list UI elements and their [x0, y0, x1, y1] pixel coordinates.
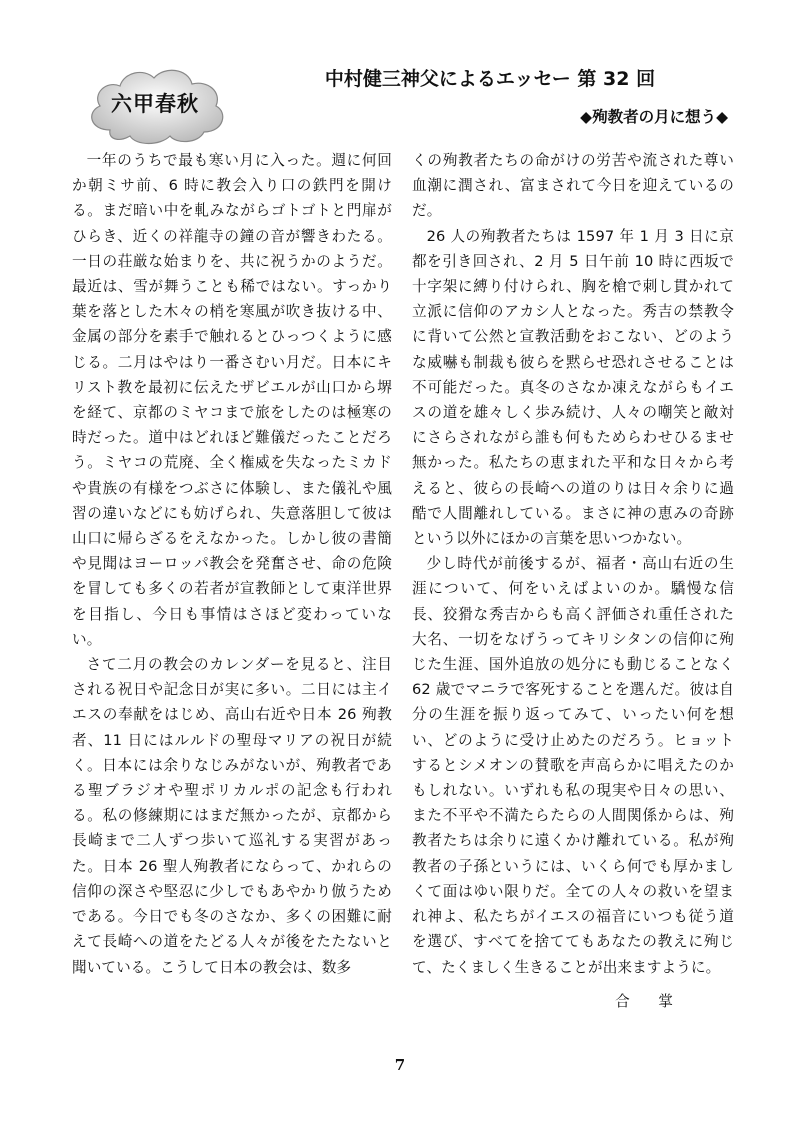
paragraph: 26 人の殉教者たちは 1597 年 1 月 3 日に京都を引き回され、2 月 5 日午前 10 時に西坂で十字架に縛り付けられ、胸を槍で刺し貫かれて立派に信仰のアカシ人となった。秀吉の禁教令に背いて公然と宣教活動をおこない、どのような威嚇も制裁も彼らを黙らせ恐れさせることは不可能だった。真冬のさなか凍えながらもイエスの道を雄々しく歩み続け、人々の嘲笑と敵対にさらされながら誰も何もためらわせひるませ無かった。私たちの恵まれた平和な日々から考えると、彼らの長崎への道のりは日々余りに過酷で人間離れしている。まさに神の恵みの奇跡という以外にほかの言葉を思いつかない。 — [412, 227, 734, 548]
essay-title: 中村健三神父によるエッセー 第 32 回 — [324, 68, 656, 90]
left-column — [72, 148, 392, 980]
paragraph: 一年のうちで最も寒い月に入った。週に何回か朝ミサ前、6 時に教会入り口の鉄門を開ける。まだ暗い中を軋みながらゴトゴトと門扉がひらき、近くの祥龍寺の鐘の音が響きわたる。一日の荘厳な始まりを、共に祝うかのようだ。最近は、雪が舞うことも稀ではない。すっかり葉を落とした木々の梢を寒風が吹き抜ける中、金属の部分を素手で触れるとひっつくように感じる。二月はやはり一番さむい月だ。日本にキリスト教を最初に伝えたザビエルが山口から堺を経て、京都のミヤコまで旅をしたのは極寒の時だった。道中はどれほど難儀だったことだろう。ミヤコの荒廃、全く権威を失なったミカドや貴族の有様をつぶさに体験し、また儀礼や風習の違いなどにも妨げられ、失意落胆して彼は山口に帰らざるをえなかった。しかし彼の書簡や見聞はヨーロッパ教会を発奮させ、命の危険を冒しても多くの若者が宣教師として東洋世界を目指し、今日も事情はさほど変わっていない。 — [72, 152, 392, 648]
page-number: 7 — [394, 1056, 406, 1074]
essay-subtitle: ◆殉教者の月に想う◆ — [580, 108, 728, 126]
column-name: 六甲春秋 — [111, 92, 199, 116]
cloud-badge — [80, 60, 230, 150]
closing-remark: 合 掌 — [615, 993, 685, 1010]
paragraph-continued: くの殉教者たちの命がけの労苦や流された尊い血潮に潤され、富まされて今日を迎えているのだ。 — [412, 152, 734, 220]
right-column — [412, 148, 734, 980]
paragraph: さて二月の教会のカレンダーを見ると、注目される祝日や記念日が実に多い。二日には主イエスの奉献をはじめ、高山右近や日本 26 殉教者、11 日にはルルドの聖母マリアの祝日が続く。日本には余りなじみがないが、殉教者である聖ブラジオや聖ポリカルポの記念も行われる。私の修練期にはまだ無かったが、京都から長崎まで二人ずつ歩いて巡礼する実習があった。日本 26 聖人殉教者にならって、かれらの信仰の深さや堅忍に少しでもあやかり倣うためである。今日でも冬のさなか、多くの困難に耐えて長崎への道をたどる人々が後をたたないと聞いている。こうして日本の教会は、数多 — [72, 656, 392, 976]
paragraph: 少し時代が前後するが、福者・高山右近の生涯について、何をいえばよいのか。驕慢な信長、狡猾な秀吉からも高く評価され重任された大名、一切をなげうってキリシタンの信仰に殉じた生涯、国外追放の処分にも動じることなく 62 歳でマニラで客死することを選んだ。彼は自分の生涯を振り返ってみて、いったい何を想い、どのように受け止めたのだろう。ヒョットするとシメオンの賛歌を声高らかに唱えたのかもしれない。いずれも私の現実や日々の思い、また不平や不満たらたらの人間関係からは、殉教者たちは余りに遠くかけ離れている。私が殉教者の子孫というには、いくら何でも厚かましくて面はゆい限りだ。全ての人々の救いを望まれ神よ、私たちがイエスの福音にいつも従う道を選び、すべてを捨ててもあなたの教えに殉じて、たくましく生きることが出来ますように。 — [412, 555, 734, 976]
